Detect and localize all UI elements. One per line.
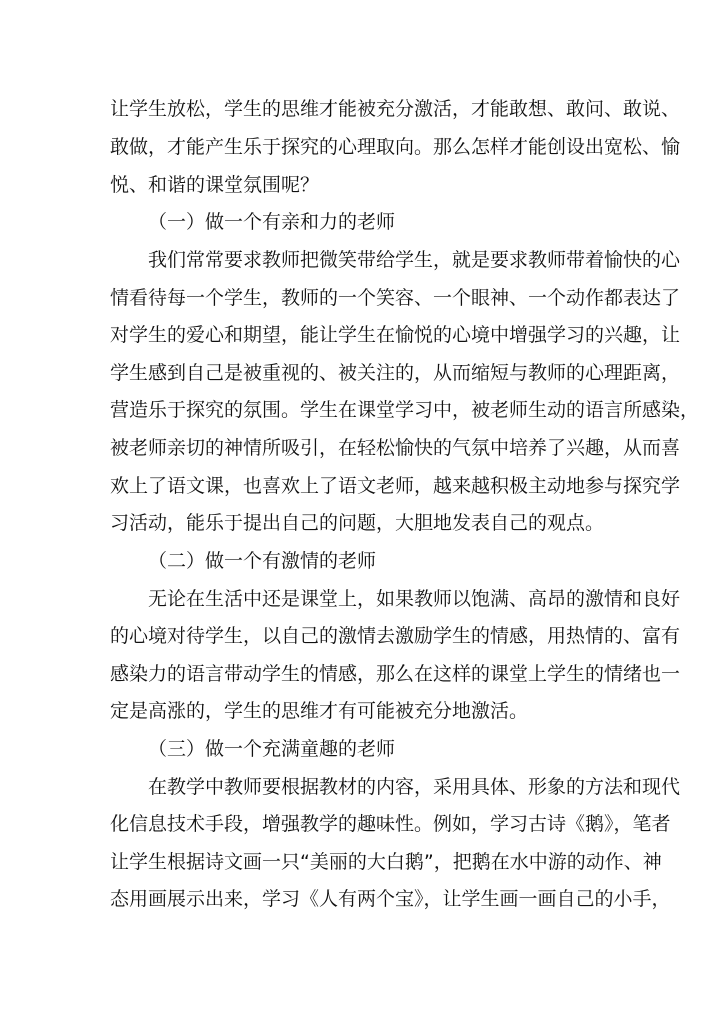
section-heading: （三）做一个充满童趣的老师 xyxy=(148,738,396,760)
paragraph-line: 敢做，才能产生乐于探究的心理取向。那么怎样才能创设出宽松、愉 xyxy=(110,136,681,158)
paragraph-line: 习活动，能乐于提出自己的问题，大胆地发表自己的观点。 xyxy=(110,512,605,534)
section-heading: （一）做一个有亲和力的老师 xyxy=(148,211,396,233)
paragraph-line: 化信息技术手段，增强教学的趣味性。例如，学习古诗《鹅》，笔者 xyxy=(110,813,671,835)
paragraph-line: 定是高涨的，学生的思维才有可能被充分地激活。 xyxy=(110,700,529,722)
paragraph-line: 无论在生活中还是课堂上，如果教师以饱满、高昂的激情和良好 xyxy=(148,588,681,610)
paragraph-line: 感染力的语言带动学生的情感，那么在这样的课堂上学生的情绪也一 xyxy=(110,663,681,685)
paragraph-line: 让学生放松，学生的思维才能被充分激活，才能敢想、敢问、敢说、 xyxy=(110,98,681,120)
paragraph-line: 情看待每一个学生，教师的一个笑容、一个眼神、一个动作都表达了 xyxy=(110,287,681,309)
paragraph-line: 对学生的爱心和期望，能让学生在愉悦的心境中增强学习的兴趣，让 xyxy=(110,324,681,346)
paragraph-line: 让学生根据诗文画一只“美丽的大白鹅”，把鹅在水中游的动作、神 xyxy=(110,851,662,873)
paragraph-line: 欢上了语文课，也喜欢上了语文老师，越来越积极主动地参与探究学 xyxy=(110,475,681,497)
paragraph-line: 被老师亲切的神情所吸引，在轻松愉快的气氛中培养了兴趣，从而喜 xyxy=(110,437,681,459)
paragraph-line: 营造乐于探究的氛围。学生在课堂学习中，被老师生动的语言所感染， xyxy=(110,399,700,421)
paragraph-line: 学生感到自己是被重视的、被关注的，从而缩短与教师的心理距离， xyxy=(110,362,681,384)
paragraph-line: 的心境对待学生，以自己的激情去激励学生的情感，用热情的、富有 xyxy=(110,625,681,647)
paragraph-line: 悦、和谐的课堂氛围呢？ xyxy=(110,174,320,196)
paragraph-line: 在教学中教师要根据教材的内容，采用具体、形象的方法和现代 xyxy=(148,776,681,798)
paragraph-line: 我们常常要求教师把微笑带给学生，就是要求教师带着愉快的心 xyxy=(148,249,681,271)
section-heading: （二）做一个有激情的老师 xyxy=(148,550,377,572)
paragraph-line: 态用画展示出来，学习《人有两个宝》，让学生画一画自己的小手， xyxy=(110,888,671,910)
